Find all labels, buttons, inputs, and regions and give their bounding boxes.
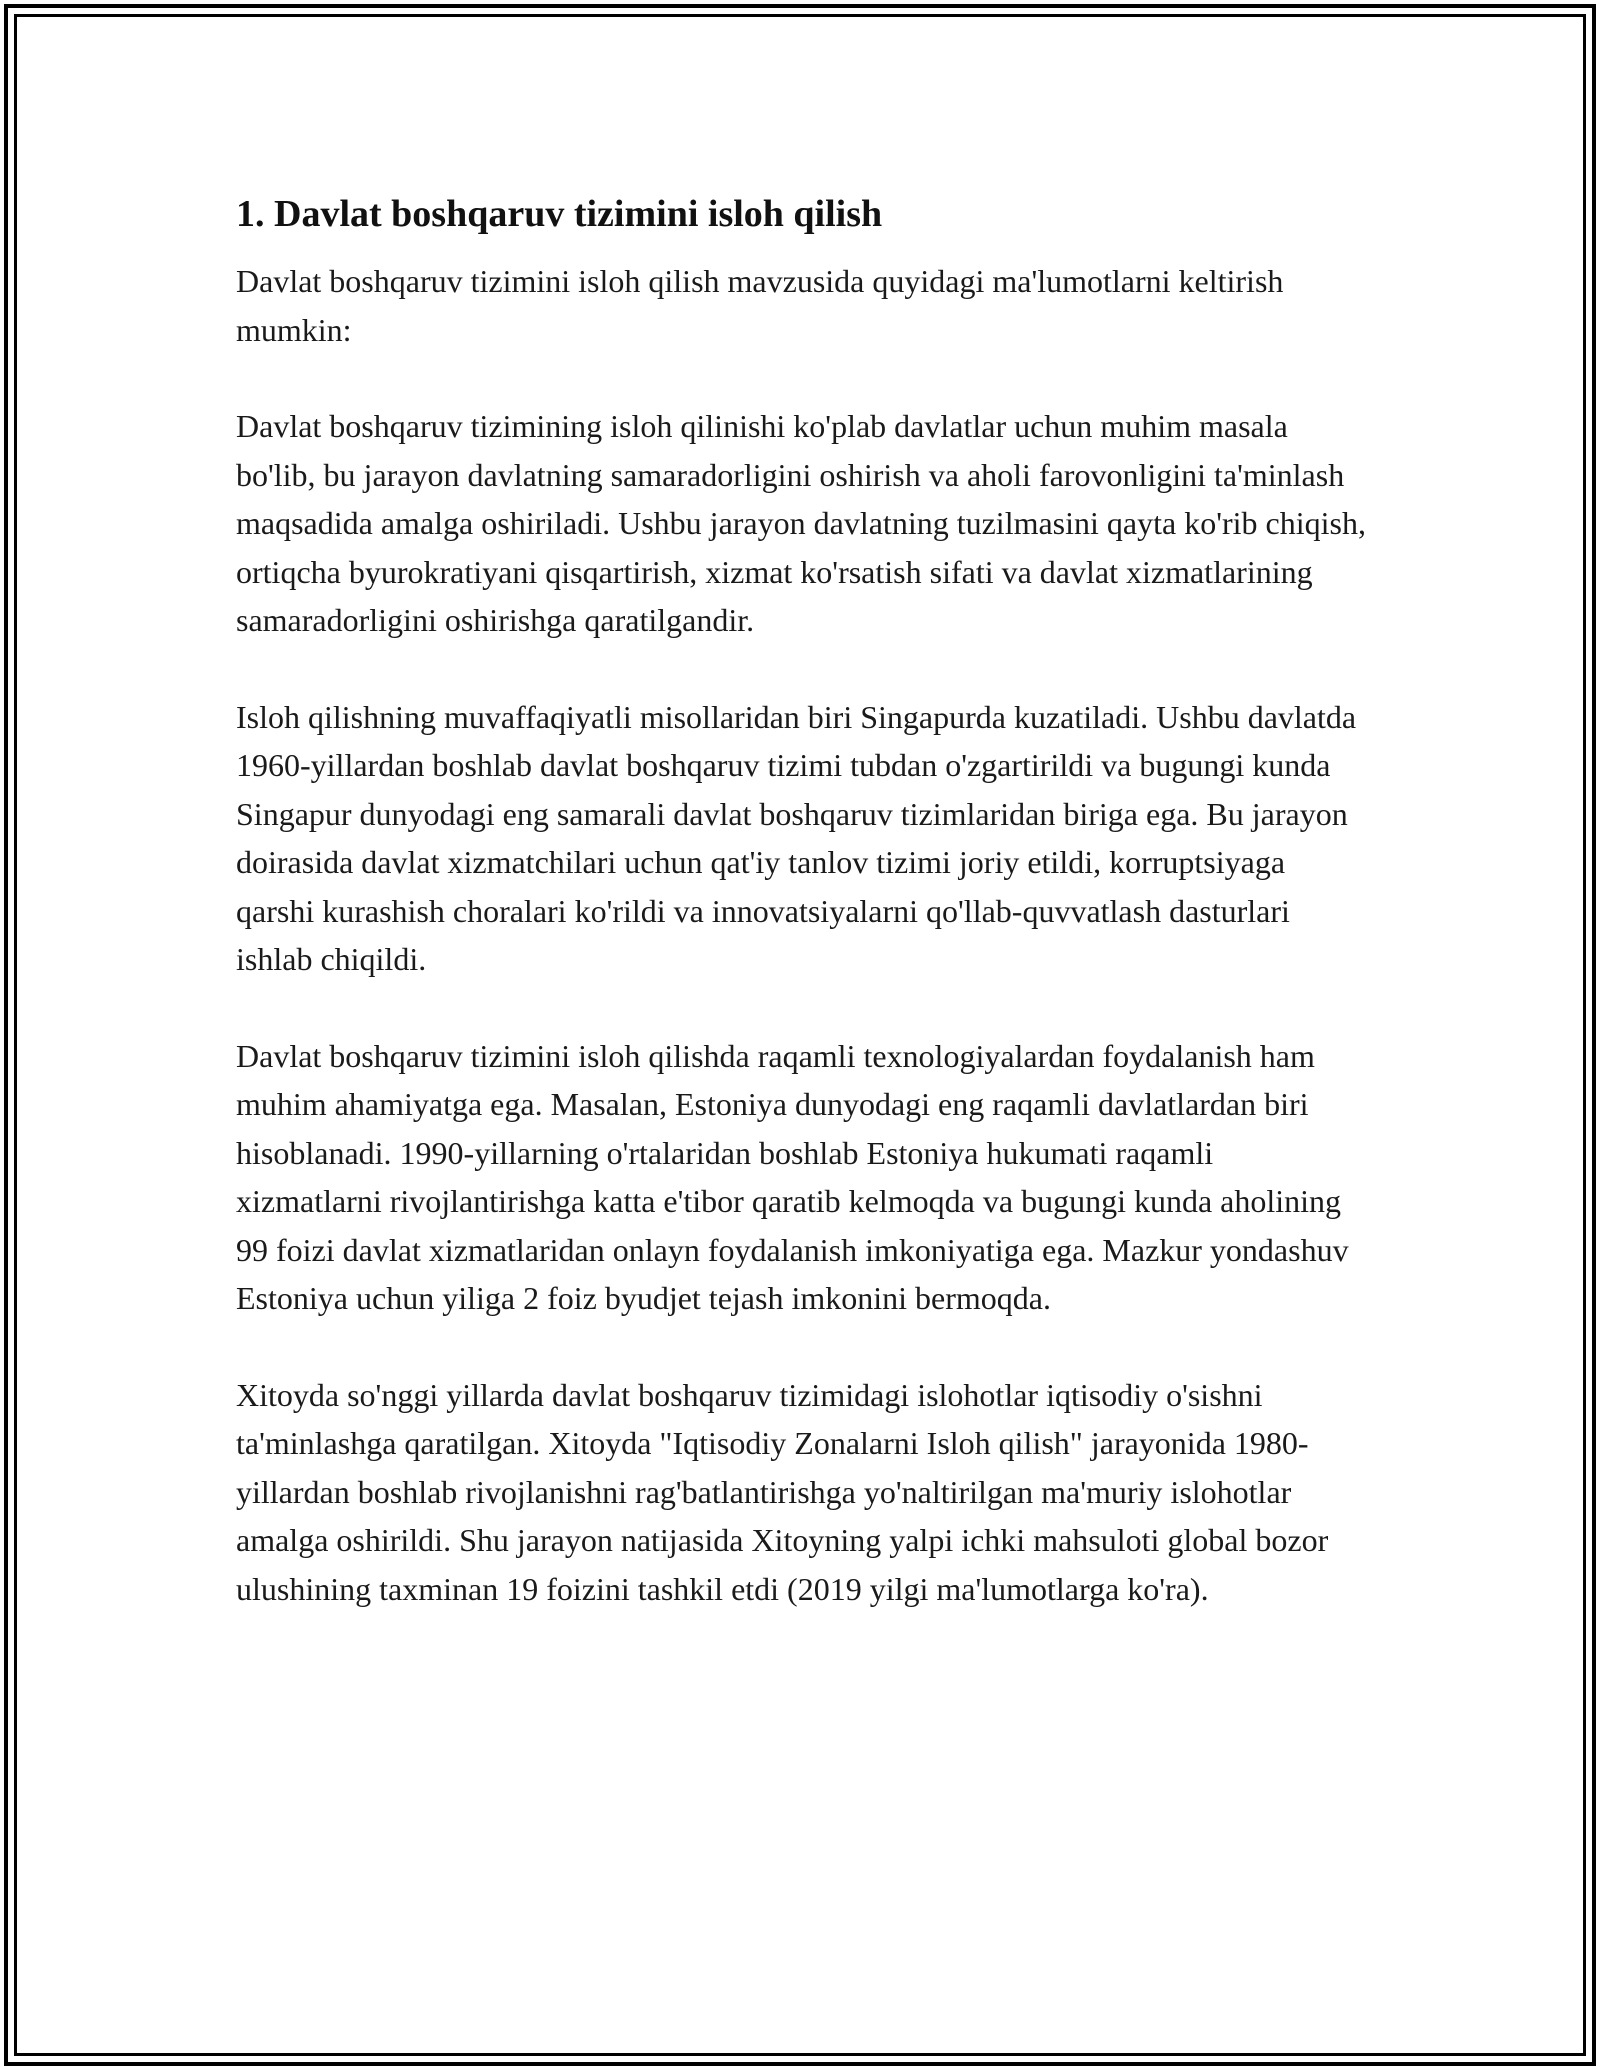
document-body (236, 186, 1366, 1613)
paragraph-overview: Davlat boshqaruv tizimining isloh qilinishi ko'plab davlatlar uchun muhim masala bo'lib, bu jarayon davlatning samaradorligini oshirish va aholi farovonligini ta'minlash maqsadida amalga oshiriladi. Ushbu jarayon davlatning tuzilmasini qayta ko'rib chiqish, ortiqcha byurokratiyani qisqartirish, xizmat ko'rsatish sifati va davlat xizmatlarining samaradorligini oshirishga qaratilgandir. (236, 408, 1366, 638)
paragraph-singapore: Isloh qilishning muvaffaqiyatli misollaridan biri Singapurda kuzatiladi. Ushbu davlatda 1960-yillardan boshlab davlat boshqaruv tizimi tubdan o'zgartirildi va bugungi kunda Singapur dunyodagi eng samarali davlat boshqaruv tizimlaridan biriga ega. Bu jarayon doirasida davlat xizmatchilari uchun qat'iy tanlov tizimi joriy etildi, korruptsiyaga qarshi kurashish choralari ko'rildi va innovatsiyalarni qo'llab-quvvatlash dasturlari ishlab chiqildi. (236, 698, 1357, 977)
intro-paragraph: Davlat boshqaruv tizimini isloh qilish mavzusida quyidagi ma'lumotlarni keltirish mumkin: (236, 263, 1284, 348)
paragraph-china: Xitoyda so'nggi yillarda davlat boshqaruv tizimidagi islohotlar iqtisodiy o'sishni ta'minlashga qaratilgan. Xitoyda "Iqtisodiy Zonalarni Isloh qilish" jarayonida 1980-yillardan boshlab rivojlanishni rag'batlantirishga yo'naltirilgan ma'muriy islohotlar amalga oshirildi. Shu jarayon natijasida Xitoyning yalpi ichki mahsuloti global bozor ulushining taxminan 19 foizini tashkil etdi (2019 yilgi ma'lumotlarga ko'ra). (236, 1376, 1329, 1607)
section-title: 1. Davlat boshqaruv tizimini isloh qilish (236, 193, 883, 235)
paragraph-estonia: Davlat boshqaruv tizimini isloh qilishda raqamli texnologiyalardan foydalanish ham muhim ahamiyatga ega. Masalan, Estoniya dunyodagi eng raqamli davlatlardan biri hisoblanadi. 1990-yillarning o'rtalaridan boshlab Estoniya hukumati raqamli xizmatlarni rivojlantirishga katta e'tibor qaratib kelmoqda va bugungi kunda aholining 99 foizi davlat xizmatlaridan onlayn foydalanish imkoniyatiga ega. Mazkur yondashuv Estoniya uchun yiliga 2 foiz byudjet tejash imkonini bermoqda. (236, 1037, 1349, 1316)
